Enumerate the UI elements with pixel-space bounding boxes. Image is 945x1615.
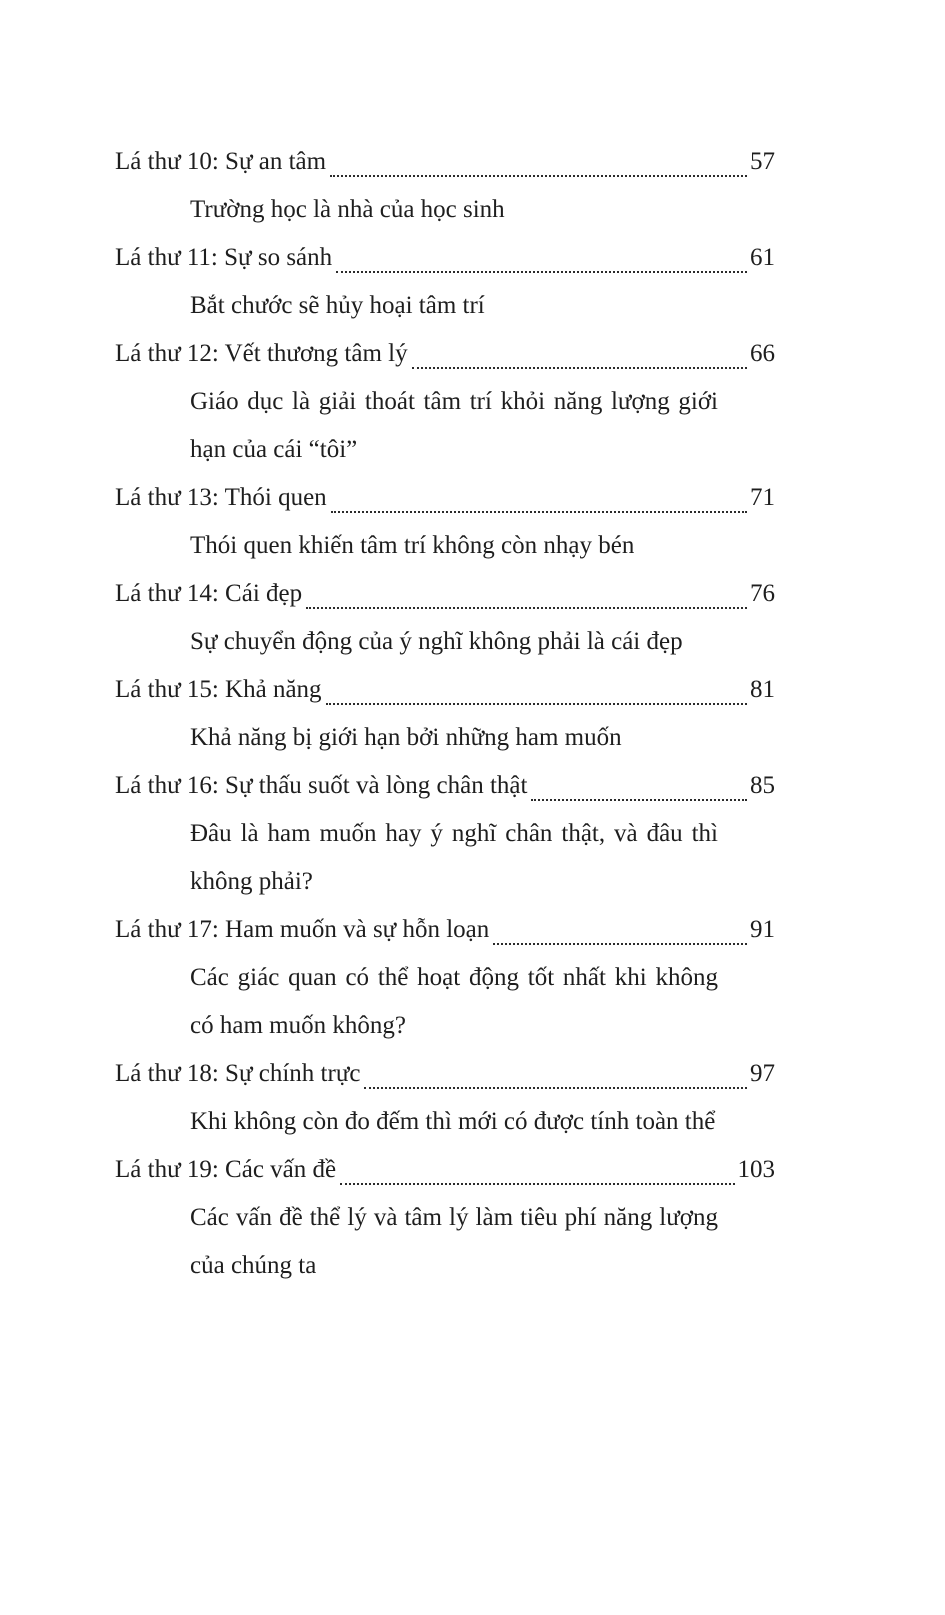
toc-entry (115, 138, 775, 234)
dot-leader (306, 607, 747, 609)
toc-entry-title: Lá thư 16: Sự thấu suốt và lòng chân thật (115, 772, 528, 799)
dot-leader (412, 367, 747, 369)
toc-entry (115, 570, 775, 666)
dot-leader (531, 799, 747, 801)
toc-entry-title: Lá thư 19: Các vấn đề (115, 1156, 337, 1183)
dot-leader (336, 271, 747, 273)
toc-entry-page-number: 57 (750, 148, 775, 175)
toc-entry (115, 666, 775, 762)
dot-leader (330, 175, 747, 177)
toc-entry-line (115, 330, 775, 378)
toc-entry-subtitle: Khi không còn đo đếm thì mới có được tính toàn thể (190, 1108, 716, 1135)
toc-entry-line (115, 570, 775, 618)
toc-entry-title: Lá thư 10: Sự an tâm (115, 148, 327, 175)
toc-entry (115, 1050, 775, 1146)
toc-entry-title: Lá thư 12: Vết thương tâm lý (115, 340, 408, 367)
toc-entry (115, 474, 775, 570)
toc-entry-page-number: 97 (750, 1060, 775, 1087)
toc-entry-subtitle: Đâu là ham muốn hay ý nghĩ chân thật, và đâu thì không phải? (190, 820, 718, 895)
toc-entry-page-number: 76 (750, 580, 775, 607)
toc-entry-title: Lá thư 13: Thói quen (115, 484, 327, 511)
toc-entry (115, 762, 775, 906)
toc-entry-line (115, 906, 775, 954)
toc-entry-title: Lá thư 15: Khả năng (115, 676, 322, 703)
toc-entry-page-number: 85 (750, 772, 775, 799)
toc-entry-subtitle: Sự chuyển động của ý nghĩ không phải là cái đẹp (190, 628, 683, 655)
toc-entry-subtitle: Thói quen khiến tâm trí không còn nhạy bén (190, 532, 635, 559)
toc-entry-line (115, 234, 775, 282)
toc-entry-subtitle: Các vấn đề thể lý và tâm lý làm tiêu phí năng lượng của chúng ta (190, 1204, 718, 1279)
toc-entry-title: Lá thư 17: Ham muốn và sự hỗn loạn (115, 916, 490, 943)
dot-leader (364, 1087, 747, 1089)
toc-entry (115, 234, 775, 330)
toc-entry-page-number: 66 (750, 340, 775, 367)
toc-entry-line (115, 666, 775, 714)
toc-entry-page-number: 71 (750, 484, 775, 511)
toc-entry-subtitle: Bắt chước sẽ hủy hoại tâm trí (190, 292, 485, 319)
toc-entry-page-number: 81 (750, 676, 775, 703)
dot-leader (331, 511, 747, 513)
toc-entry (115, 330, 775, 474)
toc-entry-title: Lá thư 14: Cái đẹp (115, 580, 303, 607)
toc-entry (115, 1146, 775, 1290)
toc-entry-line (115, 1146, 775, 1194)
toc-entry (115, 906, 775, 1050)
toc-entry-line (115, 762, 775, 810)
dot-leader (340, 1183, 734, 1185)
toc-entry-line (115, 138, 775, 186)
toc-entry-page-number: 91 (750, 916, 775, 943)
toc-entry-subtitle: Các giác quan có thể hoạt động tốt nhất khi không có ham muốn không? (190, 964, 718, 1039)
toc-entry-subtitle: Trường học là nhà của học sinh (190, 196, 505, 223)
table-of-contents (115, 138, 775, 1290)
toc-entry-page-number: 61 (750, 244, 775, 271)
toc-entry-subtitle: Khả năng bị giới hạn bởi những ham muốn (190, 724, 622, 751)
dot-leader (493, 943, 747, 945)
toc-entry-title: Lá thư 11: Sự so sánh (115, 244, 333, 271)
toc-entry-title: Lá thư 18: Sự chính trực (115, 1060, 361, 1087)
toc-entry-line (115, 1050, 775, 1098)
toc-entry-subtitle: Giáo dục là giải thoát tâm trí khỏi năng lượng giới hạn của cái “tôi” (190, 388, 718, 463)
toc-entry-page-number: 103 (737, 1156, 775, 1183)
toc-entry-line (115, 474, 775, 522)
dot-leader (326, 703, 747, 705)
